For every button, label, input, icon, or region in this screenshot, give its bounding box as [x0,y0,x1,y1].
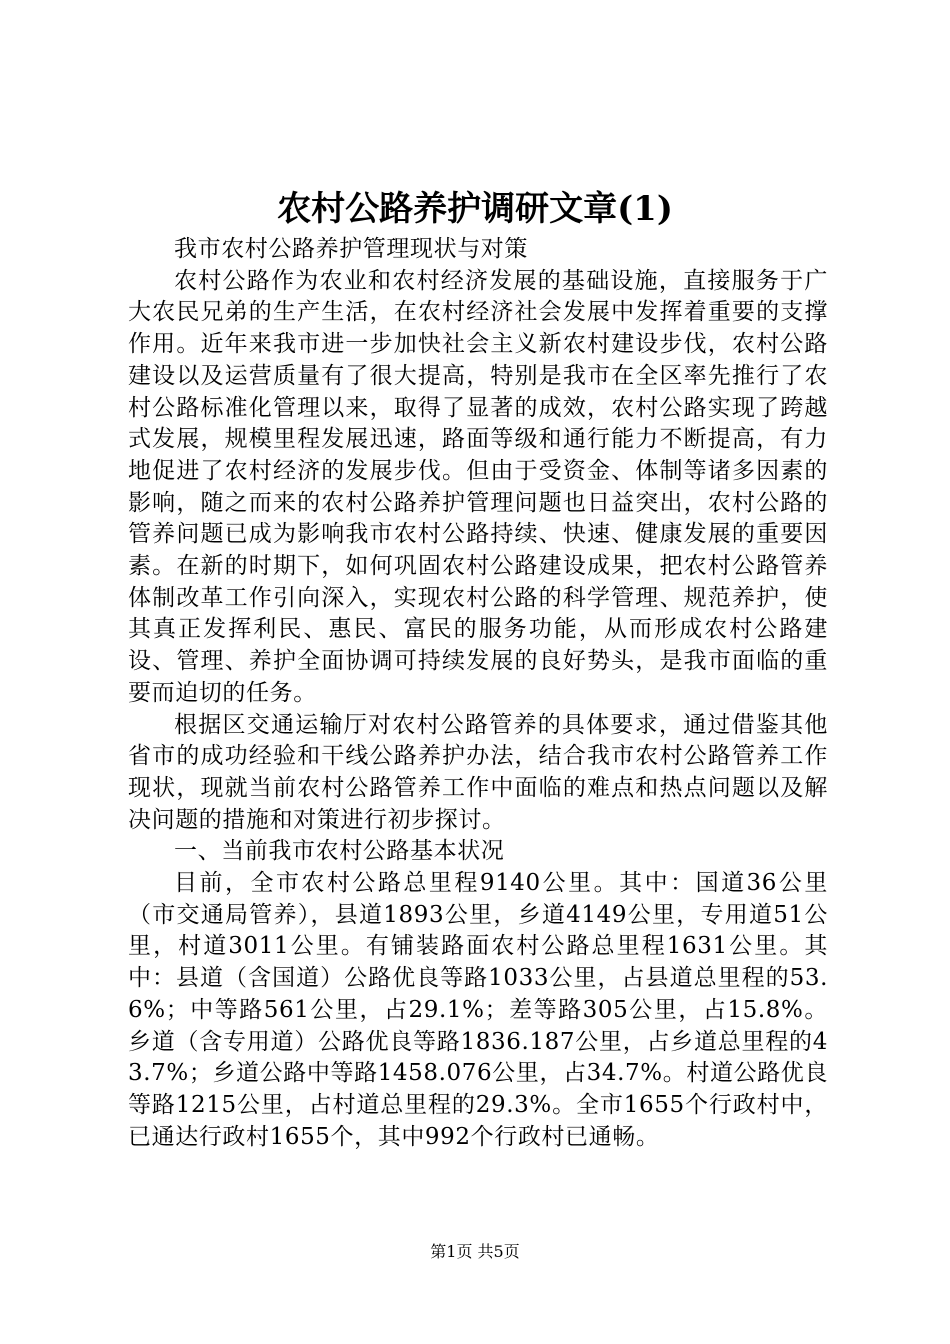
body-paragraph: 农村公路作为农业和农村经济发展的基础设施，直接服务于广大农民兄弟的生产生活，在农村经济社会发展中发挥着重要的支撑作用。近年来我市进一步加快社会主义新农村建设步伐，农村公路建设以及运营质量有了很大提高，特别是我市在全区率先推行了农村公路标准化管理以来，取得了显著的成效，农村公路实现了跨越式发展，规模里程发展迅速，路面等级和通行能力不断提高，有力地促进了农村经济的发展步伐。但由于受资金、体制等诸多因素的影响，随之而来的农村公路养护管理问题也日益突出，农村公路的管养问题已成为影响我市农村公路持续、快速、健康发展的重要因素。在新的时期下，如何巩固农村公路建设成果，把农村公路管养体制改革工作引向深入，实现农村公路的科学管理、规范养护，使其真正发挥利民、惠民、富民的服务功能，从而形成农村公路建设、管理、养护全面协调可持续发展的良好势头，是我市面临的重要而迫切的任务。 [128,267,828,706]
document-title: 农村公路养护调研文章(1) [277,189,673,229]
page-number-footer: 第1页 共5页 [430,1242,520,1261]
section-heading: 一、当前我市农村公路基本状况 [174,838,505,865]
section-subtitle: 我市农村公路养护管理现状与对策 [174,236,528,262]
document-body [128,234,828,1153]
body-paragraph: 目前，全市农村公路总里程9140公里。其中：国道36公里（市交通局管养），县道1893公里，乡道4149公里，专用道51公里，村道3011公里。有铺装路面农村公路总里程1631公里。其中：县道（含国道）公路优良等路1033公里，占县道总里程的53.6%；中等路561公里，占29.1%；差等路305公里，占15.8%。乡道（含专用道）公路优良等路1836.187公里，占乡道总里程的43.7%；乡道公路中等路1458.076公里，占34.7%。村道公路优良等路1215公里，占村道总里程的29.3%。全市1655个行政村中，已通达行政村1655个，其中992个行政村已通畅。 [128,870,828,1150]
body-paragraph: 根据区交通运输厅对农村公路管养的具体要求，通过借鉴其他省市的成功经验和干线公路养护办法，结合我市农村公路管养工作现状，现就当前农村公路管养工作中面临的难点和热点问题以及解决问题的措施和对策进行初步探讨。 [128,711,828,833]
